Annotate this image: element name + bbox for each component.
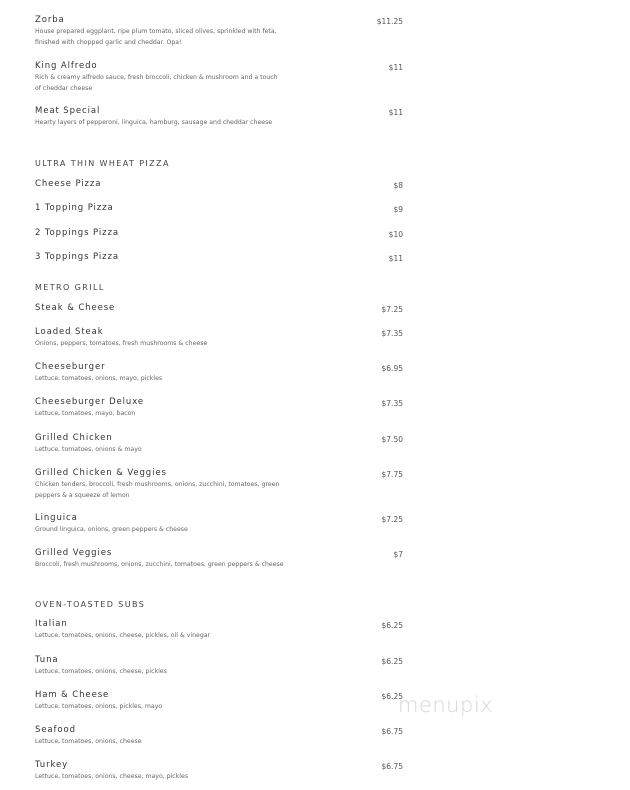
item-price: $11 (388, 63, 403, 72)
item-name: Loaded Steak (35, 327, 104, 337)
menu-item (35, 179, 405, 190)
menu-item (35, 327, 405, 350)
item-price: $7.25 (381, 305, 403, 314)
item-name: Steak & Cheese (35, 303, 116, 313)
item-price: $6.95 (381, 364, 403, 373)
menu-item (35, 106, 405, 129)
item-price: $9 (393, 205, 403, 214)
item-name: Tuna (35, 655, 59, 665)
menu-item (35, 228, 405, 239)
item-description: Chicken tenders, broccoli, fresh mushrooms, onions, zucchini, tomatoes, green peppers & a squeeze of lemon (35, 481, 280, 499)
item-name: Ham & Cheese (35, 690, 110, 700)
item-description: Lettuce, tomatoes, mayo, bacon (35, 410, 136, 417)
menu-item (35, 619, 405, 642)
item-name: Grilled Veggies (35, 548, 113, 558)
item-price: $7.35 (381, 399, 403, 408)
item-price: $6.25 (381, 657, 403, 666)
menu-item (35, 655, 405, 678)
item-price: $7.50 (381, 435, 403, 444)
item-price: $7.25 (381, 515, 403, 524)
item-name: Cheese Pizza (35, 179, 102, 189)
menu-item (35, 760, 405, 783)
menu-item (35, 203, 405, 214)
item-name: Italian (35, 619, 68, 629)
menu-item (35, 303, 405, 314)
menu-item (35, 433, 405, 456)
item-description: Lettuce, tomatoes, onions, cheese, pickles, oil & vinegar (35, 632, 211, 639)
menu-item (35, 397, 405, 420)
item-price: $7.35 (381, 329, 403, 338)
item-price: $10 (388, 230, 403, 239)
item-name: Zorba (35, 15, 65, 25)
section-heading: OVEN-TOASTED SUBS (35, 600, 146, 609)
item-name: 3 Toppings Pizza (35, 252, 119, 262)
item-description: Onions, peppers, tomatoes, fresh mushrooms & cheese (35, 340, 208, 347)
item-name: Grilled Chicken & Veggies (35, 468, 167, 478)
item-price: $7.75 (381, 470, 403, 479)
item-description: Lettuce, tomatoes, onions, cheese (35, 738, 142, 745)
item-name: Meat Special (35, 106, 101, 116)
item-description: Lettuce, tomatoes, onions, pickles, mayo (35, 703, 163, 710)
item-description: Rich & creamy alfredo sauce, fresh broccoli, chicken & mushroom and a touch of cheddar cheese (35, 74, 278, 92)
menu-item (35, 468, 405, 501)
item-description: Ground linguica, onions, green peppers & cheese (35, 526, 188, 533)
item-name: Turkey (35, 760, 69, 770)
item-price: $11.25 (376, 17, 403, 26)
menu-item (35, 725, 405, 748)
item-description: Lettuce, tomatoes, onions, cheese, pickles (35, 668, 167, 675)
item-price: $8 (393, 181, 403, 190)
menu-item (35, 548, 405, 571)
item-name: Seafood (35, 725, 76, 735)
item-name: Cheeseburger Deluxe (35, 397, 145, 407)
menu-item (35, 15, 405, 48)
menu-item (35, 61, 405, 94)
menu-item (35, 362, 405, 385)
item-price: $6.75 (381, 762, 403, 771)
section-heading: METRO GRILL (35, 283, 105, 292)
item-price: $7 (393, 550, 403, 559)
item-description: Lettuce, tomatoes, onions, cheese, mayo, pickles (35, 773, 189, 780)
item-name: Grilled Chicken (35, 433, 113, 443)
item-name: King Alfredo (35, 61, 98, 71)
item-price: $11 (388, 254, 403, 263)
item-description: Lettuce, tomatoes, onions, mayo, pickles (35, 375, 163, 382)
watermark-logo: menupix (398, 693, 494, 717)
item-price: $11 (388, 108, 403, 117)
section-heading: ULTRA THIN WHEAT PIZZA (35, 159, 170, 168)
item-name: Linguica (35, 513, 78, 523)
item-description: Lettuce, tomatoes, onions & mayo (35, 446, 142, 453)
menu-item (35, 690, 405, 713)
item-name: 1 Topping Pizza (35, 203, 114, 213)
item-description: Broccoli, fresh mushrooms, onions, zucchini, tomatoes, green peppers & cheese (35, 561, 284, 568)
item-name: Cheeseburger (35, 362, 106, 372)
menu-item (35, 252, 405, 263)
item-price: $6.75 (381, 727, 403, 736)
menu-item (35, 513, 405, 536)
item-description: House prepared eggplant, ripe plum tomato, sliced olives, sprinkled with feta, finished with chopped garlic and cheddar. Opa! (35, 28, 277, 46)
item-name: 2 Toppings Pizza (35, 228, 119, 238)
item-description: Hearty layers of pepperoni, linguica, hamburg, sausage and cheddar cheese (35, 119, 273, 126)
item-price: $6.25 (381, 621, 403, 630)
item-price: $6.25 (381, 692, 403, 701)
